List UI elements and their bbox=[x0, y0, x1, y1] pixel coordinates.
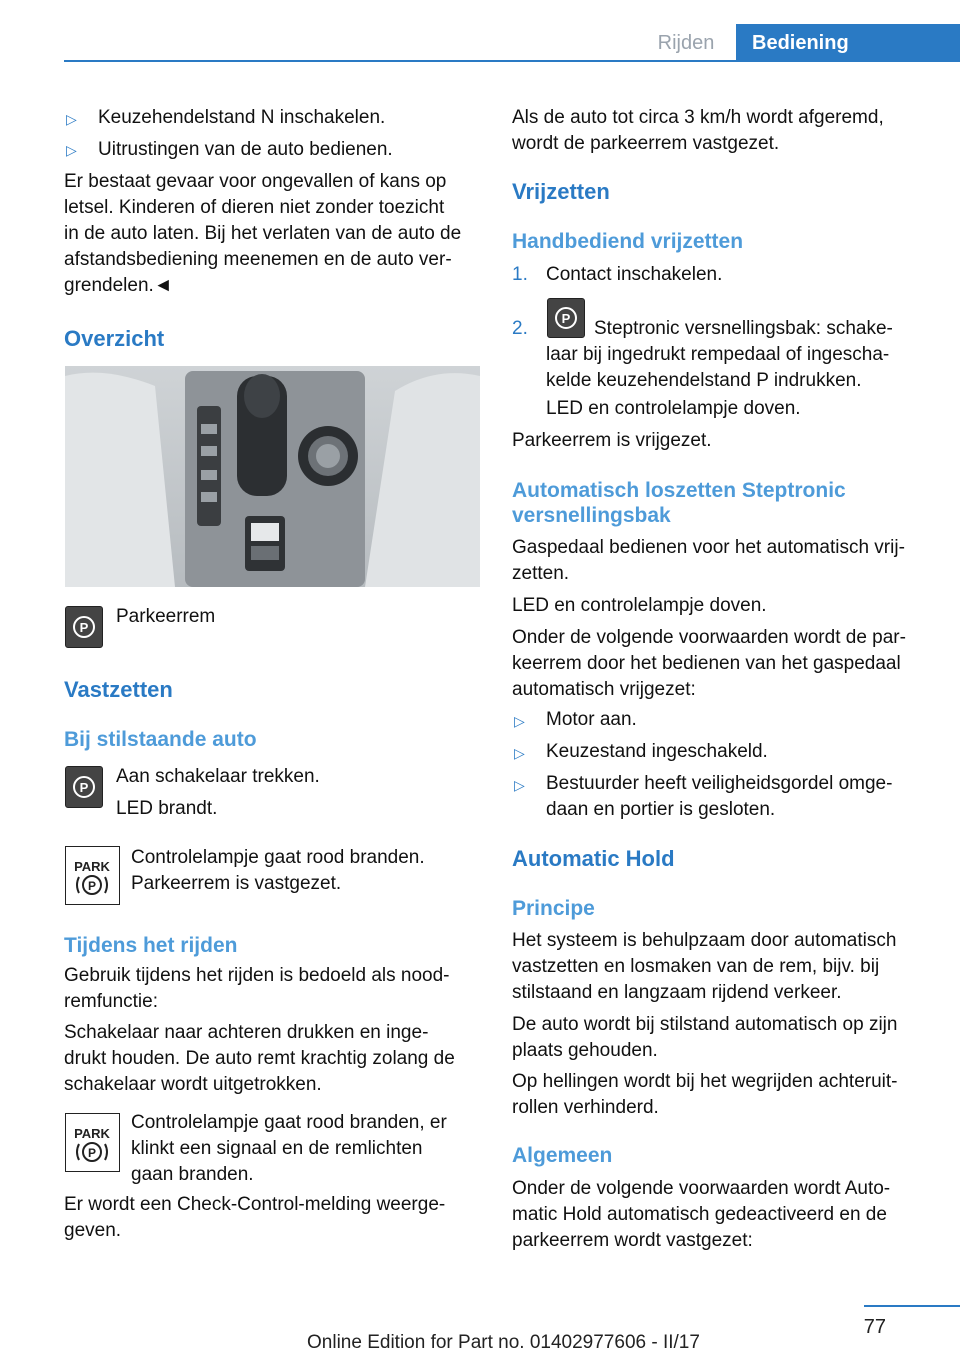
paragraph bbox=[64, 963, 450, 1015]
header-rule bbox=[64, 60, 960, 62]
subheading-principe: Principe bbox=[512, 897, 595, 920]
park-label: PARK bbox=[74, 1126, 110, 1141]
instruction-text bbox=[116, 764, 320, 822]
heading-vastzetten: Vastzetten bbox=[64, 677, 173, 702]
text-line: grendelen.◄ bbox=[64, 275, 173, 296]
text-line: in de auto laten. Bij het verlaten van de auto de bbox=[64, 223, 462, 244]
text-line: Controlelampje gaat rood branden, er bbox=[131, 1112, 447, 1133]
text-line: laar bij ingedrukt rempedaal of ingescha- bbox=[546, 344, 890, 365]
svg-text:P: P bbox=[87, 1146, 97, 1160]
heading-overzicht: Overzicht bbox=[64, 326, 165, 351]
text-line: Parkeerrem is vastgezet. bbox=[131, 873, 342, 894]
bullet-icon: ▷ bbox=[514, 745, 525, 761]
heading-automatic-hold: Automatic Hold bbox=[512, 846, 675, 871]
text-line: Controlelampje gaat rood branden. bbox=[131, 847, 425, 868]
text-line: remfunctie: bbox=[64, 991, 158, 1012]
page-number: 77 bbox=[863, 1316, 886, 1338]
park-label: PARK bbox=[74, 859, 110, 874]
list-item bbox=[546, 771, 892, 823]
text-line: klinkt een signaal en de remlichten bbox=[131, 1138, 423, 1159]
paragraph bbox=[64, 1192, 445, 1244]
paragraph bbox=[512, 535, 905, 587]
warning-text bbox=[64, 169, 461, 299]
text-line: drukt houden. De auto remt krachtig zolang de bbox=[64, 1048, 455, 1069]
list-item: Uitrustingen van de auto bedienen. bbox=[98, 139, 393, 160]
bullet-icon: ▷ bbox=[66, 142, 77, 158]
text-line: Onder de volgende voorwaarden wordt Auto- bbox=[512, 1178, 891, 1199]
indicator-text bbox=[131, 1110, 447, 1188]
list-item: Motor aan. bbox=[546, 709, 637, 730]
text-line: parkeerrem wordt vastgezet: bbox=[512, 1230, 753, 1251]
text-line: Gaspedaal bedienen voor het automatisch vrij- bbox=[512, 537, 905, 558]
step-number: 1. bbox=[512, 264, 528, 285]
text-line: Aan schakelaar trekken. bbox=[116, 766, 320, 787]
svg-text:P: P bbox=[561, 311, 571, 326]
step-text: Contact inschakelen. bbox=[546, 264, 723, 285]
text-line: versnellingsbak bbox=[512, 504, 671, 527]
parking-brake-icon bbox=[547, 298, 585, 338]
paragraph: LED en controlelampje doven. bbox=[512, 595, 767, 616]
list-item: Keuzestand ingeschakeld. bbox=[546, 741, 768, 762]
park-indicator-icon bbox=[65, 1113, 120, 1172]
paragraph bbox=[512, 105, 884, 157]
text-line: keerrem door het bedienen van het gaspedaal bbox=[512, 653, 901, 674]
paragraph bbox=[64, 1020, 455, 1098]
text-line: automatisch vrijgezet: bbox=[512, 679, 696, 700]
paragraph: Parkeerrem is vrijgezet. bbox=[512, 430, 712, 451]
text-line: daan en portier is gesloten. bbox=[546, 799, 776, 820]
photo-caption: Parkeerrem bbox=[116, 606, 216, 627]
text-line: kelde keuzehendelstand P indrukken. bbox=[546, 370, 862, 391]
text-line: rollen verhinderd. bbox=[512, 1097, 659, 1118]
text-line: vastzetten en losmaken van de rem, bijv. bij bbox=[512, 956, 880, 977]
text-line: wordt de parkeerrem vastgezet. bbox=[512, 133, 780, 154]
subheading-handbediend: Handbediend vrijzetten bbox=[512, 230, 744, 253]
text-line: geven. bbox=[64, 1220, 122, 1241]
header-section: Rijden bbox=[657, 31, 715, 54]
text-line: Op hellingen wordt bij het wegrijden achteruit- bbox=[512, 1071, 898, 1092]
text-line: Het systeem is behulpzaam door automatisch bbox=[512, 930, 897, 951]
svg-text:P: P bbox=[87, 879, 97, 893]
text-line: Automatisch loszetten Steptronic bbox=[512, 479, 846, 502]
text-line: Onder de volgende voorwaarden wordt de par- bbox=[512, 627, 906, 648]
text-line: gaan branden. bbox=[131, 1164, 254, 1185]
text-line: schakelaar wordt uitgetrokken. bbox=[64, 1074, 322, 1095]
text-line: matic Hold automatisch gedeactiveerd en de bbox=[512, 1204, 887, 1225]
indicator-text bbox=[131, 845, 425, 897]
text-line: letsel. Kinderen of dieren niet zonder toezicht bbox=[64, 197, 445, 218]
bullet-icon: ▷ bbox=[514, 777, 525, 793]
header-chapter: Bediening bbox=[736, 24, 960, 62]
text-line: LED brandt. bbox=[116, 798, 218, 819]
paragraph bbox=[512, 1176, 890, 1254]
step-number: 2. bbox=[512, 318, 528, 339]
paragraph bbox=[512, 928, 896, 1006]
text-line: afstandsbediening meenemen en de auto ver- bbox=[64, 249, 452, 270]
text-line: plaats gehouden. bbox=[512, 1040, 658, 1061]
text-line: Er wordt een Check-Control-melding weerge- bbox=[64, 1194, 446, 1215]
heading-vrijzetten: Vrijzetten bbox=[512, 179, 610, 204]
subheading-rijden: Tijdens het rijden bbox=[64, 934, 238, 957]
step-text: LED en controlelampje doven. bbox=[546, 398, 801, 419]
text-line: De auto wordt bij stilstand automatisch op zijn bbox=[512, 1014, 898, 1035]
subheading-automatisch bbox=[512, 478, 846, 528]
paragraph bbox=[512, 1069, 898, 1121]
text-line: Als de auto tot circa 3 km/h wordt afgeremd, bbox=[512, 107, 884, 128]
center-console-photo bbox=[65, 366, 480, 587]
text-line: Er bestaat gevaar voor ongevallen of kans op bbox=[64, 171, 447, 192]
footer-rule bbox=[864, 1305, 960, 1307]
paragraph bbox=[512, 625, 906, 703]
text-line: Gebruik tijdens het rijden is bedoeld als nood- bbox=[64, 965, 450, 986]
park-indicator-icon bbox=[65, 846, 120, 905]
text-line: Schakelaar naar achteren drukken en inge- bbox=[64, 1022, 429, 1043]
svg-text:P: P bbox=[79, 620, 89, 635]
bullet-icon: ▷ bbox=[514, 713, 525, 729]
subheading-stilstand: Bij stilstaande auto bbox=[64, 728, 257, 751]
step-text: Steptronic versnellingsbak: schake- bbox=[594, 318, 893, 339]
list-item: Keuzehendelstand N inschakelen. bbox=[98, 107, 386, 128]
text-line: stilstaand en langzaam rijdend verkeer. bbox=[512, 982, 842, 1003]
step-text bbox=[546, 342, 889, 394]
text-line: zetten. bbox=[512, 563, 570, 584]
footer-edition: Online Edition for Part no. 01402977606 - II/17 bbox=[307, 1332, 700, 1353]
parking-brake-icon bbox=[65, 606, 103, 648]
subheading-algemeen: Algemeen bbox=[512, 1144, 613, 1167]
bullet-icon: ▷ bbox=[66, 111, 77, 127]
parking-brake-icon bbox=[65, 766, 103, 808]
paragraph bbox=[512, 1012, 897, 1064]
svg-text:P: P bbox=[79, 780, 89, 795]
text-line: Bestuurder heeft veiligheidsgordel omge- bbox=[546, 773, 893, 794]
